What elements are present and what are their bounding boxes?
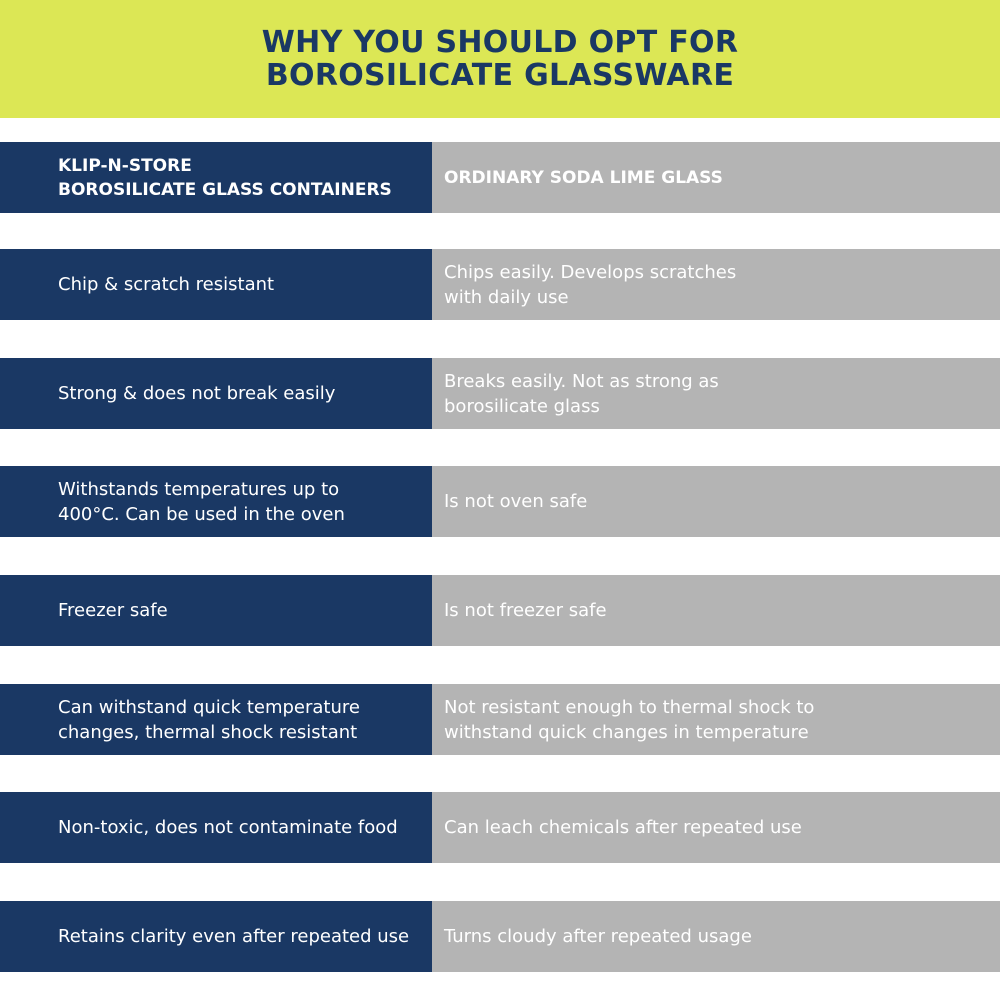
borosilicate-cell xyxy=(0,684,432,755)
borosilicate-text: Retains clarity even after repeated use xyxy=(58,926,410,947)
soda-lime-text-line-2: borosilicate glass xyxy=(444,395,600,417)
header-left-line-2: BOROSILICATE GLASS CONTAINERS xyxy=(58,179,392,200)
soda-lime-cell xyxy=(432,466,1000,537)
borosilicate-cell xyxy=(0,901,432,972)
comparison-row xyxy=(0,684,1000,755)
header-right-line-1: ORDINARY SODA LIME GLASS xyxy=(444,167,723,188)
soda-lime-cell xyxy=(432,792,1000,863)
soda-lime-text-line-1: Breaks easily. Not as strong as xyxy=(444,370,719,392)
borosilicate-text: Strong & does not break easily xyxy=(58,383,336,404)
soda-lime-text: Is not oven safe xyxy=(444,491,588,512)
borosilicate-text: Freezer safe xyxy=(58,600,168,621)
header-soda-lime-cell xyxy=(432,142,1000,213)
comparison-row xyxy=(0,901,1000,972)
borosilicate-cell xyxy=(0,575,432,646)
soda-lime-text-line-1: Not resistant enough to thermal shock to xyxy=(444,696,815,718)
soda-lime-text: Turns cloudy after repeated usage xyxy=(444,926,752,947)
borosilicate-cell xyxy=(0,358,432,429)
soda-lime-cell xyxy=(432,684,1000,755)
soda-lime-text-line-1: Chips easily. Develops scratches xyxy=(444,261,737,283)
soda-lime-text: Is not freezer safe xyxy=(444,600,607,621)
comparison-row xyxy=(0,466,1000,537)
soda-lime-cell xyxy=(432,358,1000,429)
soda-lime-cell xyxy=(432,249,1000,320)
comparison-row xyxy=(0,575,1000,646)
soda-lime-cell xyxy=(432,575,1000,646)
borosilicate-text: Chip & scratch resistant xyxy=(58,274,275,295)
borosilicate-text-line-2: 400°C. Can be used in the oven xyxy=(58,503,345,525)
header-borosilicate-cell xyxy=(0,142,432,213)
borosilicate-cell xyxy=(0,466,432,537)
soda-lime-cell xyxy=(432,901,1000,972)
page-title-line-2: BOROSILICATE GLASSWARE xyxy=(265,58,735,93)
soda-lime-text-line-2: with daily use xyxy=(444,286,569,308)
comparison-row xyxy=(0,249,1000,320)
borosilicate-text-line-2: changes, thermal shock resistant xyxy=(58,721,358,743)
soda-lime-text-line-2: withstand quick changes in temperature xyxy=(444,721,809,743)
borosilicate-text-line-1: Withstands temperatures up to xyxy=(58,478,340,500)
borosilicate-cell xyxy=(0,249,432,320)
borosilicate-cell xyxy=(0,792,432,863)
comparison-row xyxy=(0,358,1000,429)
borosilicate-text: Non-toxic, does not contaminate food xyxy=(58,817,398,838)
page-title-line-1: WHY YOU SHOULD OPT FOR xyxy=(261,25,739,60)
soda-lime-text: Can leach chemicals after repeated use xyxy=(444,817,802,838)
title-banner xyxy=(0,0,1000,118)
header-left-line-1: KLIP-N-STORE xyxy=(58,155,192,176)
comparison-header-row xyxy=(0,142,1000,213)
comparison-row xyxy=(0,792,1000,863)
borosilicate-text-line-1: Can withstand quick temperature xyxy=(58,696,360,718)
